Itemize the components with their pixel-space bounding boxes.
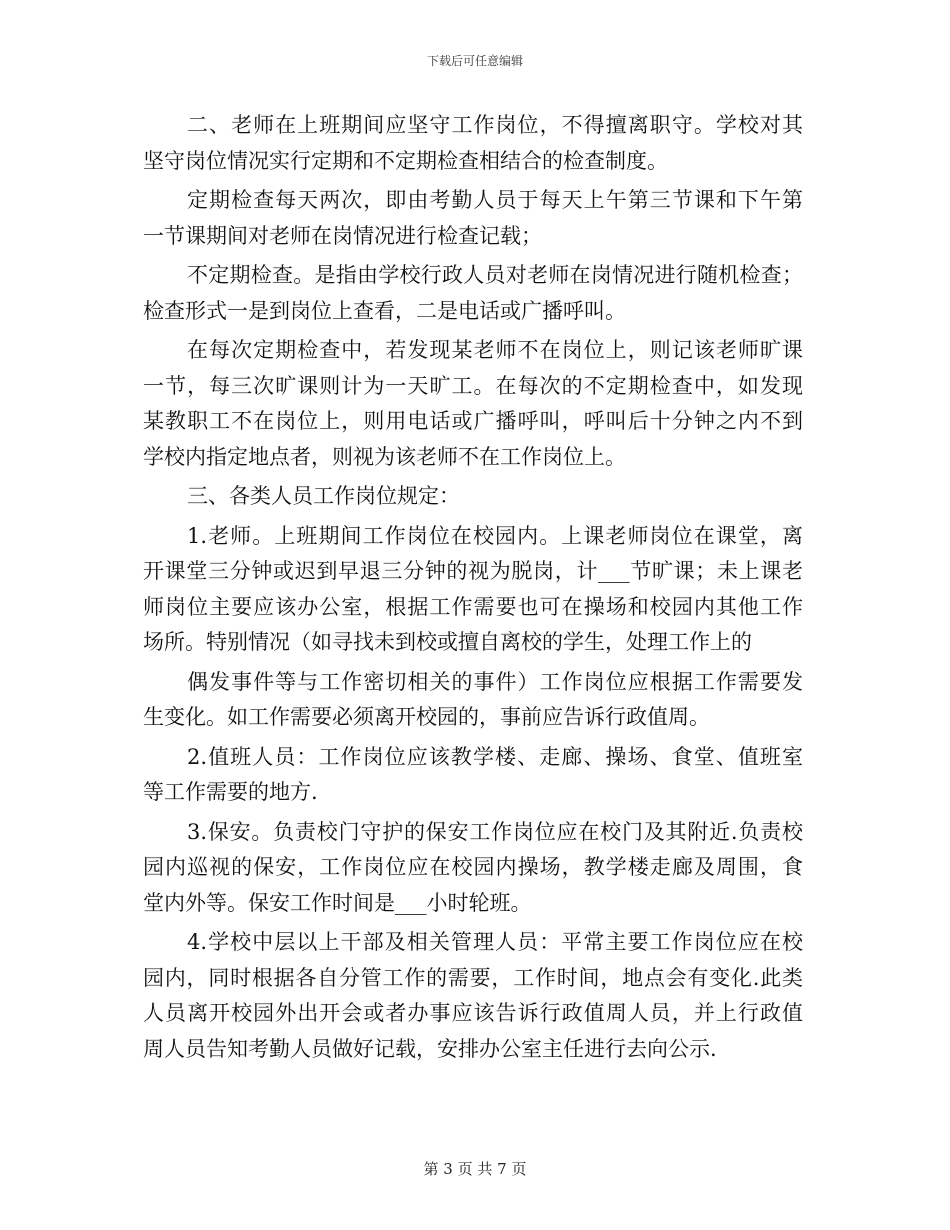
text-line: 三、各类人员工作岗位规定： — [187, 484, 460, 508]
text-line: 学校内指定地点者，则视为该老师不在工作岗位上。 — [143, 444, 626, 469]
text-line: 园内，同时根据各自分管工作的需要，工作时间，地点会有变化.此类 — [143, 965, 803, 990]
text-line: 在每次定期检查中，若发现某老师不在岗位上，则记该老师旷课 — [187, 338, 803, 362]
text-line: 一节课期间对老师在岗情况进行检查记载； — [143, 223, 542, 248]
paragraph — [143, 183, 803, 254]
text-line: 周人员告知考勤人员做好记载，安排办公室主任进行去向公示. — [143, 1036, 717, 1061]
text-line: 2.值班人员：工作岗位应该教学楼、走廊、操场、食堂、值班室 — [187, 744, 803, 769]
paragraph — [143, 333, 803, 475]
document-body — [143, 108, 803, 1071]
text-line: 二、老师在上班期间应坚守工作岗位，不得擅离职守。学校对其 — [187, 113, 803, 137]
paragraph — [143, 665, 803, 736]
section-heading — [143, 479, 803, 515]
text-line: 堂内外等。保安工作时间是___小时轮班。 — [143, 890, 532, 915]
paragraph — [143, 815, 803, 922]
text-line: 4.学校中层以上干部及相关管理人员：平常主要工作岗位应在校 — [187, 930, 803, 954]
text-line: 等工作需要的地方. — [143, 780, 318, 804]
paragraph — [143, 740, 803, 811]
paragraph — [143, 925, 803, 1067]
page-number: 第 3 页 共 7 页 — [423, 1160, 527, 1178]
text-line: 人员离开校园外出开会或者办事应该告诉行政值周人员，并上行政值 — [143, 1001, 803, 1025]
paragraph — [143, 258, 803, 329]
text-line: 坚守岗位情况实行定期和不定期检查相结合的检查制度。 — [143, 148, 668, 173]
text-line: 3.保安。负责校门守护的保安工作岗位应在校门及其附近.负责校 — [187, 819, 803, 844]
paragraph — [143, 519, 803, 661]
paragraph — [143, 108, 803, 179]
text-line: 师岗位主要应该办公室，根据工作需要也可在操场和校园内其他工作 — [143, 594, 803, 619]
page-header: 下载后可任意编辑 — [426, 54, 523, 68]
text-line: 定期检查每天两次，即由考勤人员于每天上午第三节课和下午第 — [187, 188, 803, 212]
text-line: 开课堂三分钟或迟到早退三分钟的视为脱岗，计___节旷课；未上课老 — [143, 559, 803, 583]
text-line: 不定期检查。是指由学校行政人员对老师在岗情况进行随机检查； — [187, 263, 803, 287]
text-line: 生变化。如工作需要必须离开校园的，事前应告诉行政值周。 — [143, 705, 710, 729]
text-line: 检查形式一是到岗位上查看，二是电话或广播呼叫。 — [143, 298, 626, 323]
text-line: 偶发事件等与工作密切相关的事件）工作岗位应根据工作需要发 — [187, 669, 803, 694]
text-line: 某教职工不在岗位上，则用电话或广播呼叫，呼叫后十分钟之内不到 — [143, 409, 803, 433]
text-line: 园内巡视的保安，工作岗位应在校园内操场，教学楼走廊及周围，食 — [143, 855, 803, 879]
text-line: 一节，每三次旷课则计为一天旷工。在每次的不定期检查中，如发现 — [143, 373, 803, 398]
text-line: 1.老师。上班期间工作岗位在校园内。上课老师岗位在课堂，离 — [187, 523, 803, 548]
text-line: 场所。特别情况（如寻找未到校或擅自离校的学生，处理工作上的 — [143, 630, 752, 654]
